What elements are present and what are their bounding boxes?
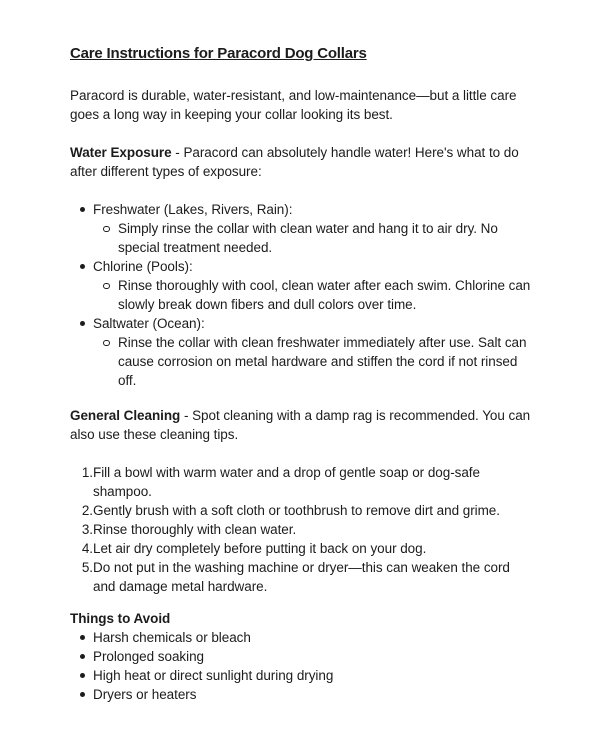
list-item-text: Prolonged soaking	[93, 649, 204, 664]
water-exposure-heading: Water Exposure	[70, 145, 172, 160]
step-item-text: Gently brush with a soft cloth or toothbrush to remove dirt and grime.	[93, 503, 500, 518]
water-exposure-list	[70, 200, 534, 390]
water-exposure-lead: - Paracord can absolutely handle water! Here's what to do after different types of exposure:	[70, 145, 519, 179]
general-cleaning-lead: - Spot cleaning with a damp rag is recommended. You can also use these cleaning tips.	[70, 408, 531, 442]
list-item-text: Dryers or heaters	[93, 687, 197, 702]
list-item-chlorine	[70, 257, 534, 314]
sub-list-item-text: Rinse thoroughly with cool, clean water after each swim. Chlorine can slowly break down fibers and dull colors over time.	[118, 278, 531, 312]
list-item	[70, 685, 534, 704]
list-item-freshwater	[70, 200, 534, 257]
list-item	[70, 628, 534, 647]
sub-list	[93, 333, 534, 390]
things-to-avoid-heading: Things to Avoid	[70, 611, 171, 626]
step-item	[70, 539, 534, 558]
sub-list-item	[93, 276, 534, 314]
water-exposure-paragraph	[70, 143, 534, 181]
things-to-avoid-list	[70, 628, 534, 704]
sub-list-item	[93, 219, 534, 257]
sub-list	[93, 219, 534, 257]
step-item	[70, 520, 534, 539]
step-item-text: Rinse thoroughly with clean water.	[93, 522, 297, 537]
list-item-text: High heat or direct sunlight during drying	[93, 668, 334, 683]
sub-list-item-text: Simply rinse the collar with clean water and hang it to air dry. No special treatment needed.	[118, 221, 498, 255]
sub-list-item-text: Rinse the collar with clean freshwater immediately after use. Salt can cause corrosion on metal hardware and stiffen the cord if not rinsed off.	[118, 335, 527, 388]
step-item-text: Let air dry completely before putting it back on your dog.	[93, 541, 427, 556]
sub-list-item	[93, 333, 534, 390]
document-title: Care Instructions for Paracord Dog Collars	[70, 45, 367, 62]
sub-list	[93, 276, 534, 314]
list-item-saltwater	[70, 314, 534, 390]
general-cleaning-heading: General Cleaning	[70, 408, 181, 423]
step-item-text: Fill a bowl with warm water and a drop of gentle soap or dog-safe shampoo.	[93, 465, 480, 499]
step-item-text: Do not put in the washing machine or dryer—this can weaken the cord and damage metal hardware.	[93, 560, 510, 594]
step-item	[70, 463, 534, 501]
step-item	[70, 558, 534, 596]
intro-paragraph: Paracord is durable, water-resistant, and low-maintenance—but a little care goes a long way in keeping your collar looking its best.	[70, 88, 517, 122]
cleaning-steps-list	[70, 463, 534, 596]
list-item-text: Harsh chemicals or bleach	[93, 630, 251, 645]
list-item	[70, 666, 534, 685]
step-item	[70, 501, 534, 520]
list-item-label: Chlorine (Pools):	[93, 259, 193, 274]
list-item	[70, 647, 534, 666]
list-item-label: Saltwater (Ocean):	[93, 316, 205, 331]
general-cleaning-paragraph	[70, 406, 534, 444]
list-item-label: Freshwater (Lakes, Rivers, Rain):	[93, 202, 293, 217]
